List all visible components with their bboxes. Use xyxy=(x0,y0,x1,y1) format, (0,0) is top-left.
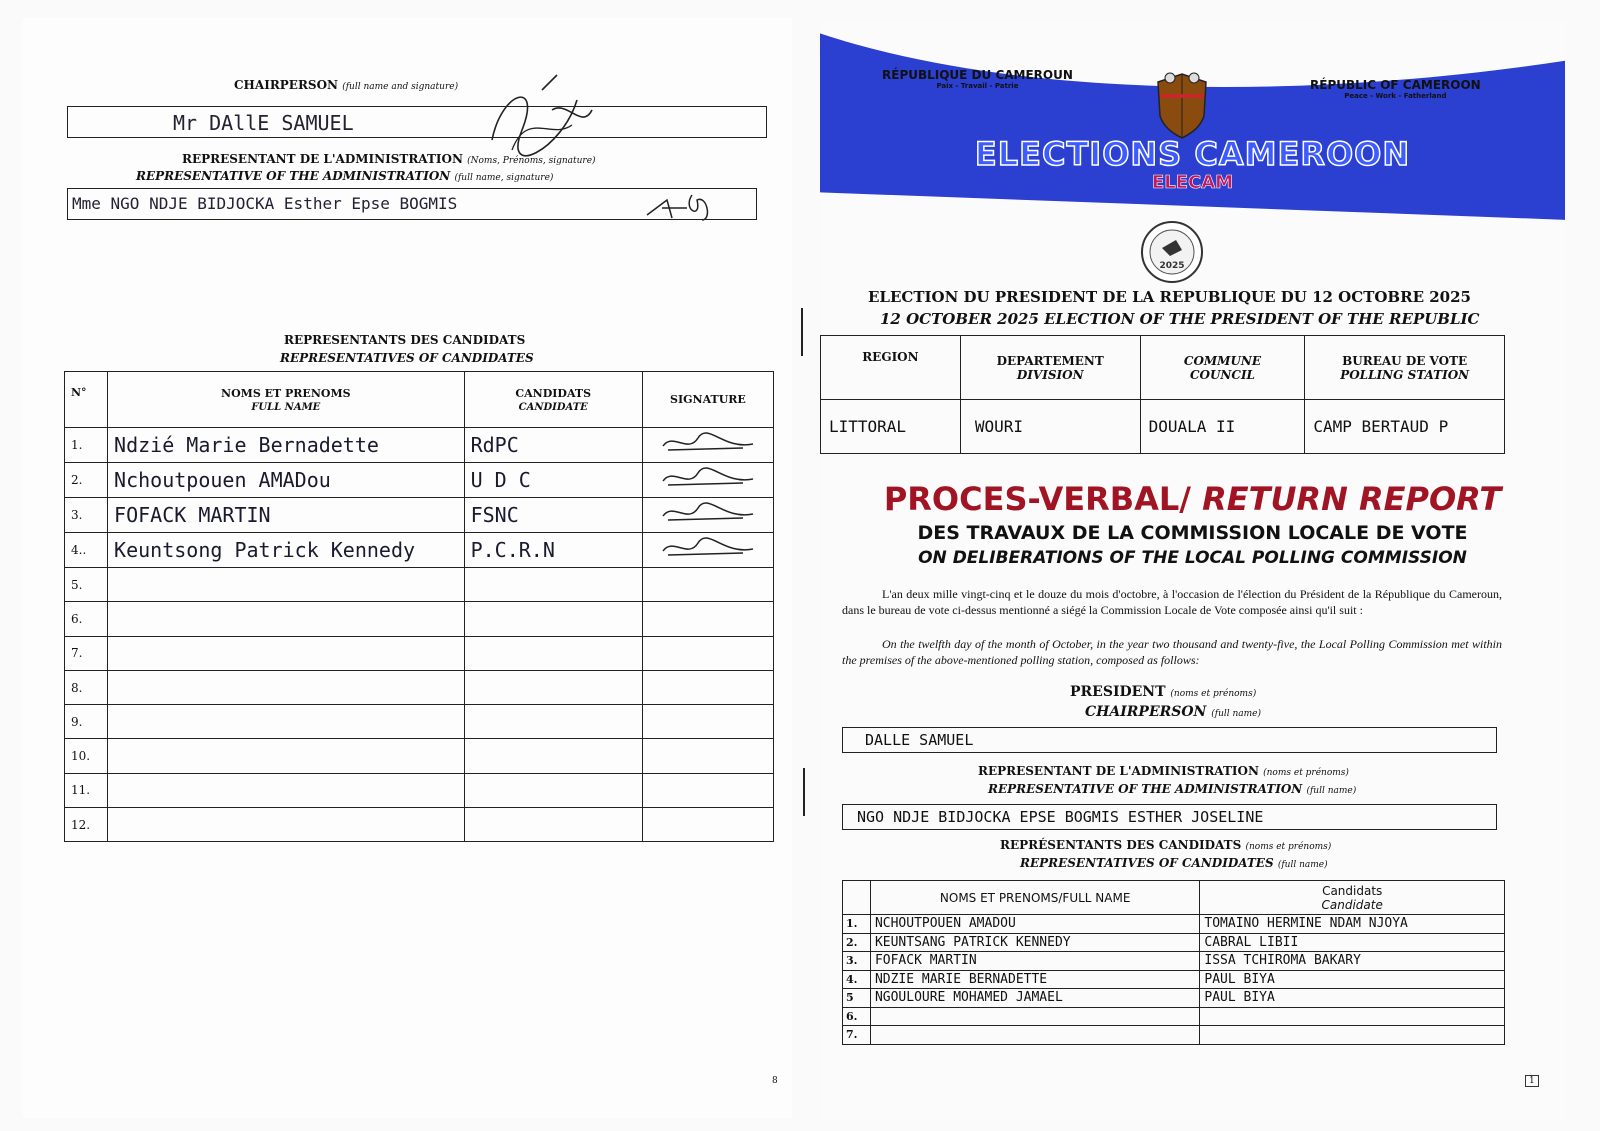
candidate-name: PAUL BIYA xyxy=(1200,970,1505,989)
report-subtitle-fr: DES TRAVAUX DE LA COMMISSION LOCALE DE VOTE xyxy=(917,522,1468,544)
republic-en: RÉPUBLIC OF CAMEROON Peace - Work - Fatherland xyxy=(1310,78,1481,100)
row-number: 7. xyxy=(843,1026,871,1045)
report-title: PROCES-VERBAL/ RETURN REPORT xyxy=(883,480,1502,518)
table-row xyxy=(843,915,1505,934)
republic-fr: RÉPUBLIQUE DU CAMEROUN Paix - Travail - Patrie xyxy=(882,68,1073,90)
representative-name: FOFACK MARTIN xyxy=(870,952,1199,971)
representative-name xyxy=(870,1026,1199,1045)
col-candidate: CANDIDATS CANDIDATE xyxy=(464,372,642,428)
president-value: DALLE SAMUEL xyxy=(842,727,1497,753)
signature-scribble xyxy=(643,533,763,563)
admin-signature xyxy=(642,190,722,226)
election-title-fr: ELECTION DU PRESIDENT DE LA REPUBLIQUE DU 12 OCTOBRE 2025 xyxy=(868,288,1471,306)
candidate-name xyxy=(1200,1007,1505,1026)
representative-name xyxy=(108,670,465,704)
chair-signature xyxy=(482,70,602,160)
election-seal-icon xyxy=(1140,220,1204,284)
representative-name: NDZIE MARIE BERNADETTE xyxy=(870,970,1199,989)
row-number: 6. xyxy=(843,1007,871,1026)
admin-label-en: REPRESENTATIVE OF THE ADMINISTRATION (full name, signature) xyxy=(136,169,554,183)
table-row xyxy=(843,970,1505,989)
president-label-en: CHAIRPERSON (full name) xyxy=(1085,704,1262,720)
representative-name: FOFACK MARTIN xyxy=(108,498,465,533)
cand-label-en-right: REPRESENTATIVES OF CANDIDATES (full name) xyxy=(1020,856,1328,870)
election-title-en: 12 OCTOBER 2025 ELECTION OF THE PRESIDENT OF THE REPUBLIC xyxy=(880,310,1480,328)
left-page xyxy=(22,18,792,1118)
admin-label-en-right: REPRESENTATIVE OF THE ADMINISTRATION (full name) xyxy=(988,782,1357,796)
intro-paragraph-fr: L'an deux mille vingt-cinq et le douze du mois d'octobre, à l'occasion de l'élection du Président de la République du Cameroun, dans le bureau de vote ci-dessus mentionné a siégé la Commission Locale de Vote composée ainsi qu'il suit : xyxy=(842,587,1502,617)
right-page xyxy=(820,20,1565,1120)
region-value: LITTORAL xyxy=(821,400,961,454)
h-division: DEPARTEMENT DIVISION xyxy=(960,336,1140,400)
representative-name xyxy=(870,1007,1199,1026)
signature-cell xyxy=(642,670,773,704)
signature-cell xyxy=(642,602,773,636)
signature-cell xyxy=(642,739,773,773)
admin-value: Mme NGO NDJE BIDJOCKA Esther Epse BOGMIS xyxy=(72,194,458,213)
row-number: 7. xyxy=(65,636,108,670)
intro-paragraph-en: On the twelfth day of the month of October, in the year two thousand and twenty-five, the Local Polling Commission met within the premises of the above-mentioned polling station, composed as follows: xyxy=(842,637,1502,667)
row-number: 3. xyxy=(843,952,871,971)
table-row xyxy=(843,1007,1505,1026)
signature-cell xyxy=(642,498,773,533)
council-value: DOUALA II xyxy=(1140,400,1305,454)
row-number: 4.. xyxy=(65,533,108,568)
representative-name: Nchoutpouen AMADou xyxy=(108,463,465,498)
location-values xyxy=(821,400,1505,454)
h-region: REGION xyxy=(821,336,961,400)
table-row xyxy=(65,498,774,533)
right-candidates-table xyxy=(842,880,1505,1045)
table-header xyxy=(843,881,1505,915)
representative-name: Ndzié Marie Bernadette xyxy=(108,428,465,463)
signature-cell xyxy=(642,428,773,463)
banner-title: ELECTIONS CAMEROON xyxy=(974,135,1411,173)
row-number: 12. xyxy=(65,808,108,842)
seal-year: 2025 xyxy=(1159,261,1185,271)
candidate-party xyxy=(464,808,642,842)
candidate-party xyxy=(464,602,642,636)
table-row xyxy=(843,933,1505,952)
representative-name xyxy=(108,705,465,739)
signature-cell xyxy=(642,533,773,568)
table-row xyxy=(65,739,774,773)
binding-mark xyxy=(803,768,805,816)
representative-name: Keuntsong Patrick Kennedy xyxy=(108,533,465,568)
table-row xyxy=(65,808,774,842)
binding-mark xyxy=(801,308,803,356)
left-candidates-table xyxy=(64,371,774,842)
left-page-number: 8 xyxy=(772,1076,778,1086)
row-number: 6. xyxy=(65,602,108,636)
location-table xyxy=(820,335,1505,454)
division-value: WOURI xyxy=(960,400,1140,454)
admin-label-fr: REPRESENTANT DE L'ADMINISTRATION (Noms, Prénoms, signature) xyxy=(182,152,596,166)
candidate-name: ISSA TCHIROMA BAKARY xyxy=(1200,952,1505,971)
representative-name xyxy=(108,808,465,842)
table-row xyxy=(843,1026,1505,1045)
candidate-party xyxy=(464,739,642,773)
row-number: 1. xyxy=(843,915,871,934)
table-row xyxy=(65,568,774,602)
candidate-party: P.C.R.N xyxy=(464,533,642,568)
cand-label-fr-right: REPRÉSENTANTS DES CANDIDATS (noms et prénoms) xyxy=(1000,838,1332,852)
representative-name xyxy=(108,636,465,670)
candidate-party: RdPC xyxy=(464,428,642,463)
signature-scribble xyxy=(643,463,763,493)
row-number: 8. xyxy=(65,670,108,704)
table-row xyxy=(65,428,774,463)
signature-cell xyxy=(642,568,773,602)
col-full-name: NOMS ET PRENOMS/FULL NAME xyxy=(870,881,1199,915)
coat-of-arms-icon xyxy=(1150,68,1214,140)
candidate-party xyxy=(464,670,642,704)
polling-station-value: CAMP BERTAUD P xyxy=(1305,400,1505,454)
signature-scribble xyxy=(643,498,763,528)
table-row xyxy=(65,602,774,636)
row-number: 5. xyxy=(65,568,108,602)
location-header xyxy=(821,336,1505,400)
representative-name xyxy=(108,773,465,807)
row-number: 3. xyxy=(65,498,108,533)
table-row xyxy=(65,533,774,568)
representative-name: KEUNTSANG PATRICK KENNEDY xyxy=(870,933,1199,952)
col-signature: SIGNATURE xyxy=(642,372,773,428)
banner-subtitle: ELECAM xyxy=(1151,172,1234,193)
candidate-name: CABRAL LIBII xyxy=(1200,933,1505,952)
table-row xyxy=(65,670,774,704)
candidate-party xyxy=(464,773,642,807)
report-subtitle-en: ON DELIBERATIONS OF THE LOCAL POLLING COMMISSION xyxy=(918,548,1467,568)
table-header xyxy=(65,372,774,428)
candidate-name: TOMAINO HERMINE NDAM NJOYA xyxy=(1200,915,1505,934)
chair-label: CHAIRPERSON (full name and signature) xyxy=(234,78,459,92)
representative-name xyxy=(108,602,465,636)
table-row xyxy=(843,952,1505,971)
candidate-party: U D C xyxy=(464,463,642,498)
table-row xyxy=(65,705,774,739)
chair-value: Mr DAllE SAMUEL xyxy=(173,111,354,135)
president-label-fr: PRESIDENT (noms et prénoms) xyxy=(1070,684,1257,700)
representative-name: NCHOUTPOUEN AMADOU xyxy=(870,915,1199,934)
row-number: 2. xyxy=(65,463,108,498)
candidate-party xyxy=(464,636,642,670)
representative-name xyxy=(108,739,465,773)
h-council: COMMUNE COUNCIL xyxy=(1140,336,1305,400)
row-number: 9. xyxy=(65,705,108,739)
chair-box xyxy=(67,106,767,138)
signature-cell xyxy=(642,463,773,498)
admin-label-fr-right: REPRESENTANT DE L'ADMINISTRATION (noms et prénoms) xyxy=(978,764,1349,778)
signature-cell xyxy=(642,636,773,670)
table-row xyxy=(65,463,774,498)
cand-title-fr: REPRESENTANTS DES CANDIDATS xyxy=(284,333,526,347)
cand-title-en: REPRESENTATIVES OF CANDIDATES xyxy=(280,351,534,365)
h-polling-station: BUREAU DE VOTE POLLING STATION xyxy=(1305,336,1505,400)
col-no: N° xyxy=(65,372,108,428)
row-number: 1. xyxy=(65,428,108,463)
candidate-party: FSNC xyxy=(464,498,642,533)
row-number: 10. xyxy=(65,739,108,773)
representative-name: NGOULOURE MOHAMED JAMAEL xyxy=(870,989,1199,1008)
candidate-party xyxy=(464,568,642,602)
candidate-party xyxy=(464,705,642,739)
row-number: 11. xyxy=(65,773,108,807)
signature-cell xyxy=(642,705,773,739)
right-page-number: 1 xyxy=(1525,1075,1539,1087)
signature-cell xyxy=(642,808,773,842)
representative-name xyxy=(108,568,465,602)
row-number: 4. xyxy=(843,970,871,989)
table-row xyxy=(843,989,1505,1008)
col-name: NOMS ET PRENOMS FULL NAME xyxy=(108,372,465,428)
signature-scribble xyxy=(643,428,763,458)
candidate-name xyxy=(1200,1026,1505,1045)
admin-value-right: NGO NDJE BIDJOCKA EPSE BOGMIS ESTHER JOSELINE xyxy=(842,804,1497,830)
row-number: 2. xyxy=(843,933,871,952)
signature-cell xyxy=(642,773,773,807)
col-candidate: Candidats Candidate xyxy=(1200,881,1505,915)
candidate-name: PAUL BIYA xyxy=(1200,989,1505,1008)
table-row xyxy=(65,636,774,670)
table-row xyxy=(65,773,774,807)
row-number: 5 xyxy=(843,989,871,1008)
